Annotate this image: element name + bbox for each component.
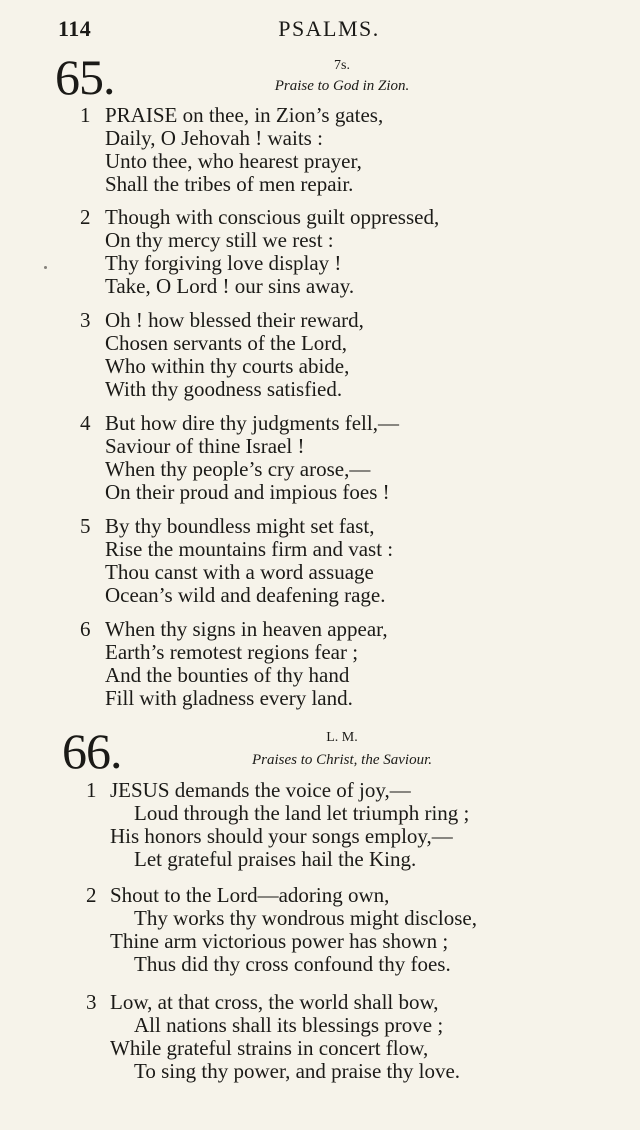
verse-line: All nations shall its blessings prove ; — [134, 1013, 444, 1037]
hymn-number: 65. — [55, 49, 115, 105]
verse-number: 2 — [86, 883, 97, 907]
hymn-number: 66. — [62, 723, 122, 779]
verse-number: 1 — [86, 778, 97, 802]
verse-line: Loud through the land let triumph ring ; — [134, 801, 470, 825]
verse-line: When thy signs in heaven appear, — [105, 617, 388, 641]
verse-number: 2 — [80, 205, 91, 229]
hymn-meter: 7s. — [334, 58, 350, 73]
verse-line: And the bounties of thy hand — [105, 663, 350, 687]
verse-line: Let grateful praises hail the King. — [134, 847, 417, 871]
verse-line: Thy forgiving love display ! — [105, 251, 342, 275]
verse-line: Ocean’s wild and deafening rage. — [105, 583, 386, 607]
verse-line: Who within thy courts abide, — [105, 354, 350, 378]
verse-number: 1 — [80, 103, 91, 127]
verse-line: Fill with gladness every land. — [105, 686, 353, 710]
verse-line: By thy boundless might set fast, — [105, 514, 375, 538]
verse-line: Thine arm victorious power has shown ; — [110, 929, 449, 953]
verse-line: Shout to the Lord—adoring own, — [110, 883, 390, 907]
hymn-subtitle: Praise to God in Zion. — [274, 78, 410, 94]
hymn-subtitle: Praises to Christ, the Saviour. — [251, 752, 432, 768]
paper-speck — [44, 266, 47, 269]
verse-line: Shall the tribes of men repair. — [105, 172, 354, 196]
verse-number: 6 — [80, 617, 91, 641]
verse-line: Unto thee, who hearest prayer, — [105, 149, 362, 173]
verse-line: Chosen servants of the Lord, — [105, 331, 348, 355]
verse-line: Earth’s remotest regions fear ; — [105, 640, 359, 664]
verse-line: Daily, O Jehovah ! waits : — [105, 126, 323, 150]
verse-line: With thy goodness satisfied. — [105, 377, 343, 401]
verse-line: JESUS demands the voice of joy,— — [110, 778, 411, 802]
page-number: 114 — [58, 16, 92, 41]
hymn-meter: L. M. — [326, 730, 358, 745]
verse-line: His honors should your songs employ,— — [110, 824, 453, 848]
verse-line: But how dire thy judgments fell,— — [105, 411, 399, 435]
verse-line: Oh ! how blessed their reward, — [105, 308, 364, 332]
verse-line: On thy mercy still we rest : — [105, 228, 334, 252]
verse-number: 5 — [80, 514, 91, 538]
verse-line: Though with conscious guilt oppressed, — [105, 205, 440, 229]
verse-line: While grateful strains in concert flow, — [110, 1036, 429, 1060]
verse-number: 4 — [80, 411, 91, 435]
verse-line: PRAISE on thee, in Zion’s gates, — [105, 103, 384, 127]
verse-line: On their proud and impious foes ! — [105, 480, 390, 504]
verse-number: 3 — [80, 308, 91, 332]
verse-line: Thus did thy cross confound thy foes. — [134, 952, 451, 976]
verse-line: Thy works thy wondrous might disclose, — [134, 906, 477, 930]
verse-line: Take, O Lord ! our sins away. — [105, 274, 355, 298]
verse-number: 3 — [86, 990, 97, 1014]
running-title: PSALMS. — [278, 16, 380, 41]
verse-line: Saviour of thine Israel ! — [105, 434, 305, 458]
running-header — [0, 12, 640, 42]
verse-line: Low, at that cross, the world shall bow, — [110, 990, 439, 1014]
verse-line: To sing thy power, and praise thy love. — [134, 1059, 461, 1083]
verse-line: Thou canst with a word assuage — [105, 560, 374, 584]
verse-line: When thy people’s cry arose,— — [105, 457, 371, 481]
verse-line: Rise the mountains firm and vast : — [105, 537, 394, 561]
